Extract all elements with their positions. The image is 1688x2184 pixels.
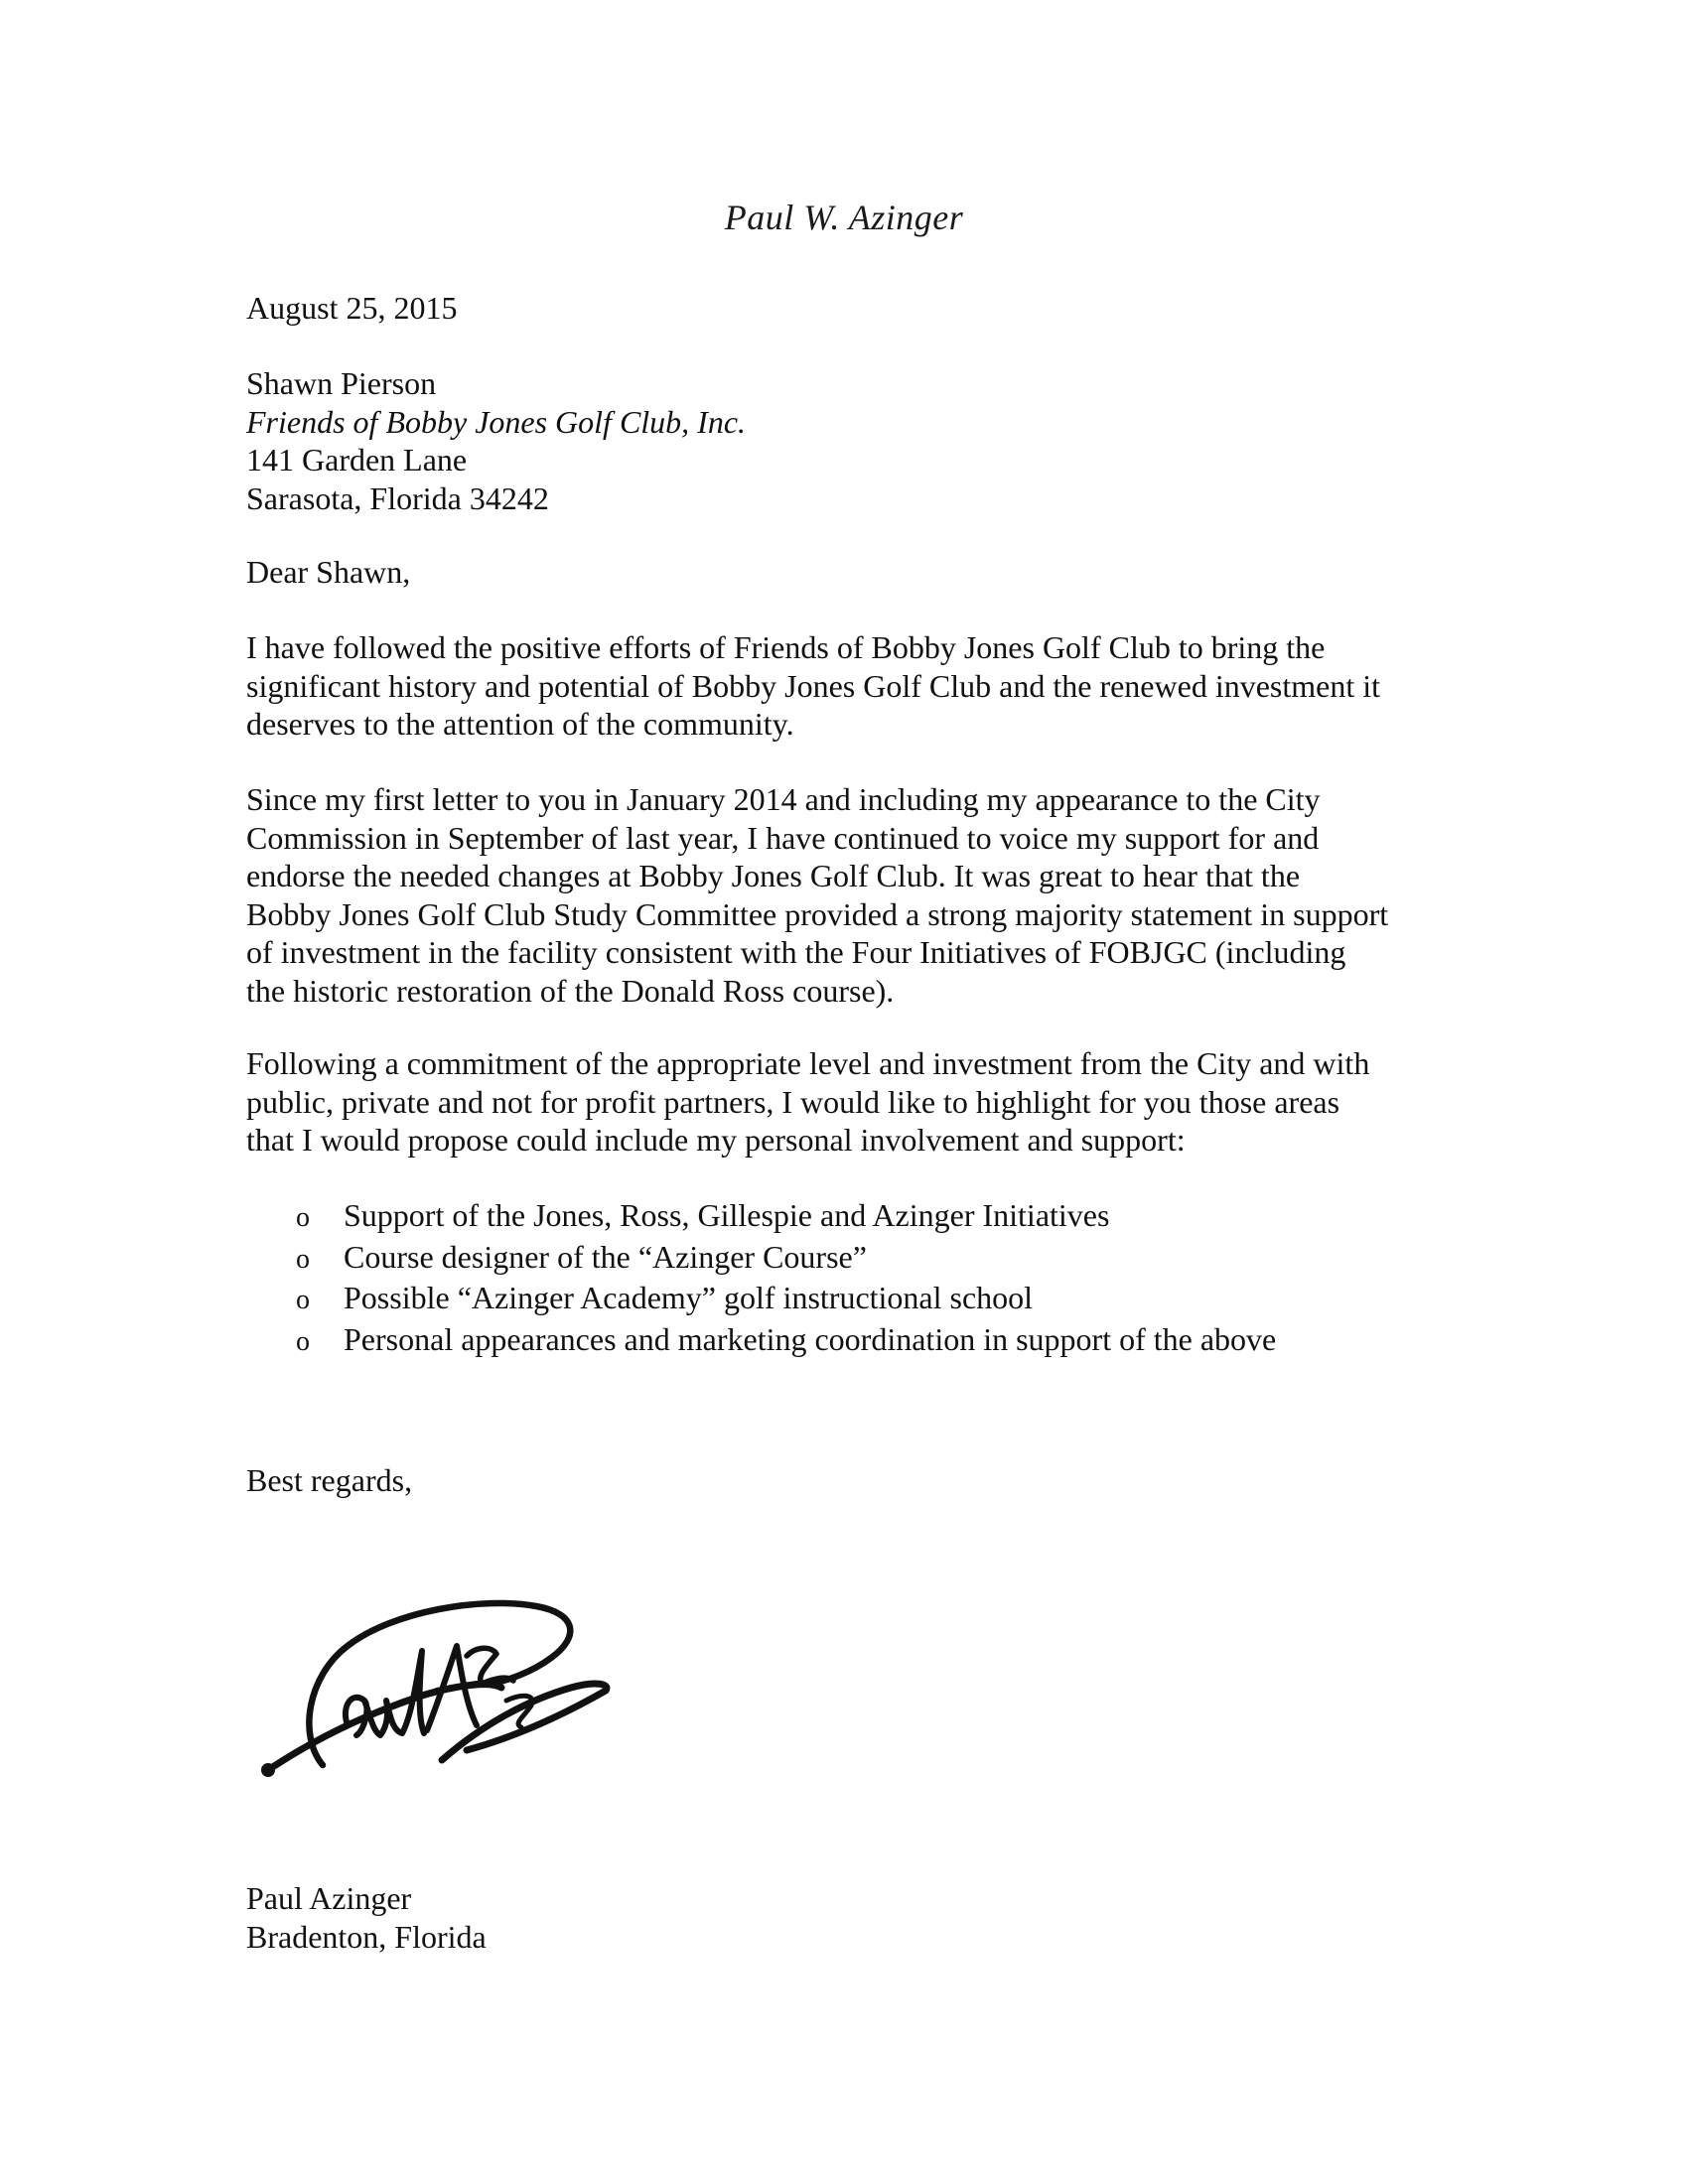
signer-name: Paul Azinger xyxy=(246,1880,412,1916)
list-item xyxy=(296,1238,1276,1280)
signature-stroke xyxy=(467,1648,513,1684)
paragraph-line: endorse the needed changes at Bobby Jones Golf Club. It was great to hear that the xyxy=(246,858,1301,893)
list-item xyxy=(296,1279,1276,1320)
signer-block xyxy=(246,1879,487,1956)
letterhead-name: Paul W. Azinger xyxy=(724,198,964,237)
body-paragraph-1 xyxy=(246,628,1380,744)
bullet-marker: o xyxy=(296,1325,310,1357)
paragraph-line: that I would propose could include my personal involvement and support: xyxy=(246,1122,1186,1158)
letter-date: August 25, 2015 xyxy=(246,290,458,326)
paragraph-line: deserves to the attention of the community. xyxy=(246,706,794,742)
list-item-text: Course designer of the “Azinger Course” xyxy=(344,1238,867,1275)
bullet-marker: o xyxy=(296,1243,310,1275)
recipient-name: Shawn Pierson xyxy=(246,365,437,401)
bullet-marker: o xyxy=(296,1202,310,1233)
signature-dot xyxy=(261,1763,275,1777)
closing: Best regards, xyxy=(246,1462,413,1498)
salutation: Dear Shawn, xyxy=(246,554,411,590)
recipient-address xyxy=(246,364,746,517)
list-item xyxy=(296,1196,1276,1238)
list-item-text: Possible “Azinger Academy” golf instructional school xyxy=(344,1280,1034,1315)
paragraph-line: I have followed the positive efforts of Friends of Bobby Jones Golf Club to bring the xyxy=(246,629,1326,665)
paragraph-line: significant history and potential of Bobby Jones Golf Club and the renewed investment it xyxy=(246,667,1381,704)
paragraph-line: Following a commitment of the appropriate level and investment from the City and with xyxy=(246,1045,1370,1081)
recipient-organization: Friends of Bobby Jones Golf Club, Inc. xyxy=(246,403,747,440)
signature-image xyxy=(253,1567,621,1785)
list-item xyxy=(296,1320,1276,1362)
body-paragraph-2 xyxy=(246,780,1388,1010)
paragraph-line: Since my first letter to you in January 2014 and including my appearance to the City xyxy=(246,781,1321,817)
signer-location: Bradenton, Florida xyxy=(246,1918,487,1955)
recipient-street: 141 Garden Lane xyxy=(246,442,468,478)
list-item-text: Personal appearances and marketing coordination in support of the above xyxy=(344,1320,1277,1357)
bullet-list xyxy=(296,1196,1276,1361)
signature-stroke xyxy=(309,1603,570,1765)
paragraph-line: Bobby Jones Golf Club Study Committee provided a strong majority statement in support xyxy=(246,895,1389,932)
paragraph-line: public, private and not for profit partners, I would like to highlight for you those areas xyxy=(246,1083,1340,1120)
paragraph-line: the historic restoration of the Donald Ross course). xyxy=(246,972,895,1009)
recipient-city-state-zip: Sarasota, Florida 34242 xyxy=(246,479,549,516)
body-paragraph-3 xyxy=(246,1044,1369,1160)
list-item-text: Support of the Jones, Ross, Gillespie and Azinger Initiatives xyxy=(344,1197,1110,1233)
paragraph-line: Commission in September of last year, I have continued to voice my support for and xyxy=(246,819,1320,856)
paragraph-line: of investment in the facility consistent with the Four Initiatives of FOBJGC (including xyxy=(246,934,1346,970)
bullet-marker: o xyxy=(296,1285,310,1315)
